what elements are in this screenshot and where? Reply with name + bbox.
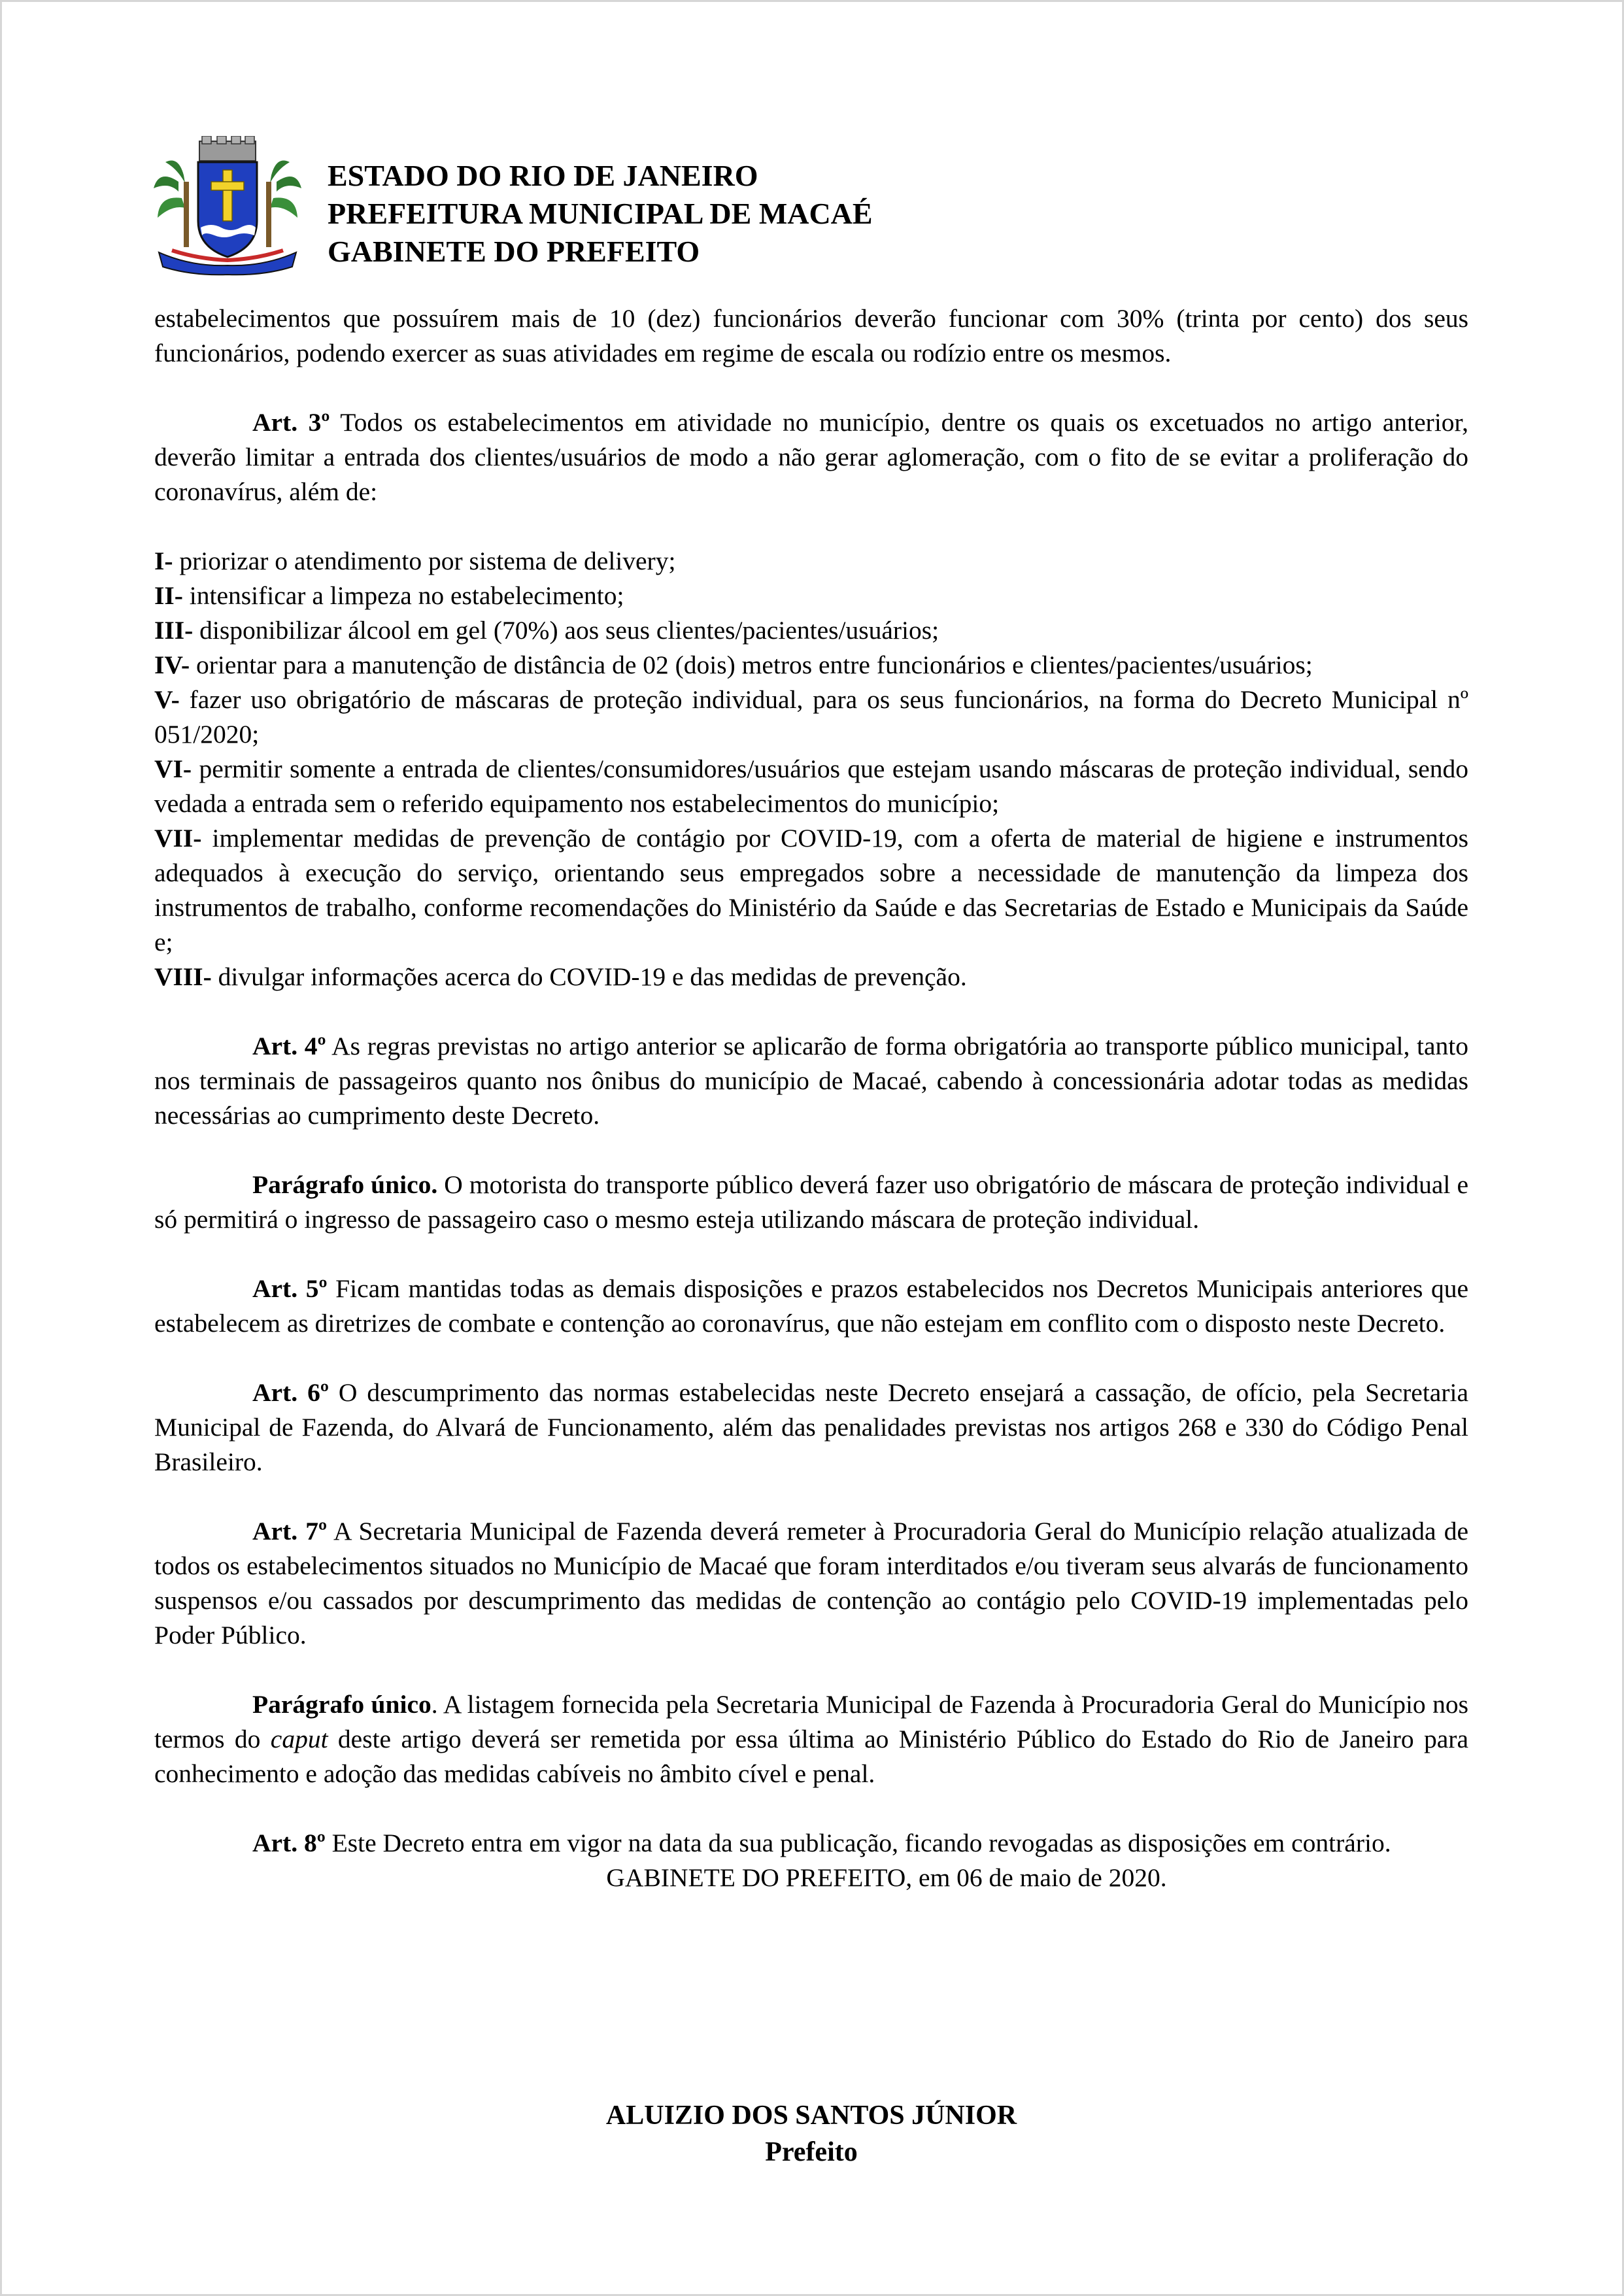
sole-paragraph-text: O motorista do transporte público deverá fazer uso obrigatório de máscara de proteção individual e só permitirá o ingresso de passageiro caso o mesmo esteja utilizando máscara de proteção individual. xyxy=(154,1170,1468,1234)
sole-paragraph-label: Parágrafo único. xyxy=(252,1170,438,1199)
list-item-text: implementar medidas de prevenção de contágio por COVID-19, com a oferta de material de higiene e instrumentos adequados à execução do serviço, orientando seus empregados sobre a necessidade de manutenção da limpeza dos instrumentos de trabalho, conforme recomendações do Ministério da Saúde e das Secretarias de Estado e Municipais da Saúde e; xyxy=(154,824,1468,956)
list-item-1 xyxy=(154,544,1468,579)
signature-block xyxy=(154,2097,1468,2170)
municipality-name: PREFEITURA MUNICIPAL DE MACAÉ xyxy=(328,197,873,230)
list-item-text: fazer uso obrigatório de máscaras de proteção individual, para os seus funcionários, na forma do Decreto Municipal nº 051/2020; xyxy=(154,685,1468,749)
article-7-sole-paragraph xyxy=(154,1687,1468,1791)
article-4-sole-paragraph xyxy=(154,1168,1468,1237)
article-8 xyxy=(154,1826,1468,1861)
article-6-label: Art. 6º xyxy=(252,1378,329,1407)
article-7-label: Art. 7º xyxy=(252,1517,328,1545)
article-8-label: Art. 8º xyxy=(252,1829,326,1857)
article-5 xyxy=(154,1272,1468,1341)
article-4-text: As regras previstas no artigo anterior se aplicarão de forma obrigatória ao transporte público municipal, tanto nos terminais de passageiros quanto nos ônibus do município de Macaé, cabendo à concessionária adotar todas as medidas necessárias ao cumprimento deste Decreto. xyxy=(154,1032,1469,1130)
sole-paragraph-label: Parágrafo único xyxy=(252,1690,431,1719)
article-5-text: Ficam mantidas todas as demais disposições e prazos estabelecidos nos Decretos Municipais anteriores que estabelecem as diretrizes de combate e contenção ao coronavírus, que não estejam em conflito com o disposto neste Decreto. xyxy=(154,1274,1468,1338)
article-4 xyxy=(154,1029,1468,1133)
list-item-8 xyxy=(154,960,1468,994)
list-item-2 xyxy=(154,579,1468,613)
list-item-text: permitir somente a entrada de clientes/consumidores/usuários que estejam usando máscaras de proteção individual, sendo vedada a entrada sem o referido equipamento nos estabelecimentos do município; xyxy=(154,754,1468,818)
sole-paragraph-italic: caput xyxy=(270,1725,328,1753)
article-6-text: O descumprimento das normas estabelecidas neste Decreto ensejará a cassação, de ofício, pela Secretaria Municipal de Fazenda, do Alvará de Funcionamento, além das penalidades previstas nos artigos 268 e 330 do Código Penal Brasileiro. xyxy=(154,1378,1468,1476)
letterhead-text xyxy=(328,157,873,271)
list-item-label: VIII- xyxy=(154,962,212,991)
list-item-6 xyxy=(154,752,1468,821)
sole-paragraph-text-a: . A listagem fornecida pela Secretaria Municipal de Fazenda à Procuradoria Geral do Município nos termos do xyxy=(154,1690,1468,1753)
article-5-label: Art. 5º xyxy=(252,1274,328,1303)
macae-coat-of-arms-icon xyxy=(152,136,303,277)
list-item-4 xyxy=(154,648,1468,683)
article-4-label: Art. 4º xyxy=(252,1032,326,1060)
list-item-label: III- xyxy=(154,616,194,645)
list-item-5 xyxy=(154,683,1468,752)
list-item-text: intensificar a limpeza no estabelecimento; xyxy=(182,581,624,610)
list-item-label: I- xyxy=(154,547,173,575)
list-item-3 xyxy=(154,613,1468,648)
article-7 xyxy=(154,1514,1468,1653)
signatory-title: Prefeito xyxy=(765,2137,858,2167)
article-6 xyxy=(154,1376,1468,1479)
list-item-text: disponibilizar álcool em gel (70%) aos seus clientes/pacientes/usuários; xyxy=(193,616,939,645)
decree-body xyxy=(154,301,1468,1895)
sole-paragraph-text-b: deste artigo deverá ser remetida por essa última ao Ministério Público do Estado do Rio de Janeiro para conhecimento e adoção das medidas cabíveis no âmbito cível e penal. xyxy=(154,1725,1468,1788)
list-item-label: VII- xyxy=(154,824,202,853)
list-item-label: II- xyxy=(154,581,183,610)
list-item-text: priorizar o atendimento por sistema de delivery; xyxy=(173,547,676,575)
article-3-text: Todos os estabelecimentos em atividade no município, dentre os quais os excetuados no artigo anterior, deverão limitar a entrada dos clientes/usuários de modo a não gerar aglomeração, com o fito de se evitar a proliferação do coronavírus, além de: xyxy=(154,408,1469,506)
list-item-text: divulgar informações acerca do COVID-19 e das medidas de prevenção. xyxy=(211,962,967,991)
list-item-label: VI- xyxy=(154,754,192,783)
article-3-label: Art. 3º xyxy=(252,408,330,437)
list-item-7 xyxy=(154,821,1468,960)
article-3 xyxy=(154,405,1468,509)
letterhead xyxy=(152,136,1395,277)
article-7-text: A Secretaria Municipal de Fazenda deverá remeter à Procuradoria Geral do Município relação atualizada de todos os estabelecimentos situados no Município de Macaé que foram interditados e/ou tiveram seus alvarás de funcionamento suspensos e/ou cassados por descumprimento das medidas de contenção ao contágio pelo COVID-19 implementadas pelo Poder Público. xyxy=(154,1517,1469,1649)
article-8-text: Este Decreto entra em vigor na data da sua publicação, ficando revogadas as disposições em contrário. xyxy=(325,1829,1391,1857)
intro-paragraph: estabelecimentos que possuírem mais de 10 (dez) funcionários deverão funcionar com 30% (trinta por cento) dos seus funcionários, podendo exercer as suas atividades em regime de escala ou rodízio entre os mesmos. xyxy=(154,304,1468,367)
office-name: GABINETE DO PREFEITO xyxy=(328,235,700,268)
list-item-text: orientar para a manutenção de distância de 02 (dois) metros entre funcionários e clientes/pacientes/usuários; xyxy=(190,650,1313,679)
list-item-label: IV- xyxy=(154,650,190,679)
date-line: GABINETE DO PREFEITO, em 06 de maio de 2020. xyxy=(606,1863,1167,1892)
signatory-name: ALUIZIO DOS SANTOS JÚNIOR xyxy=(605,2101,1017,2131)
list-item-label: V- xyxy=(154,685,180,714)
state-name: ESTADO DO RIO DE JANEIRO xyxy=(328,159,758,192)
